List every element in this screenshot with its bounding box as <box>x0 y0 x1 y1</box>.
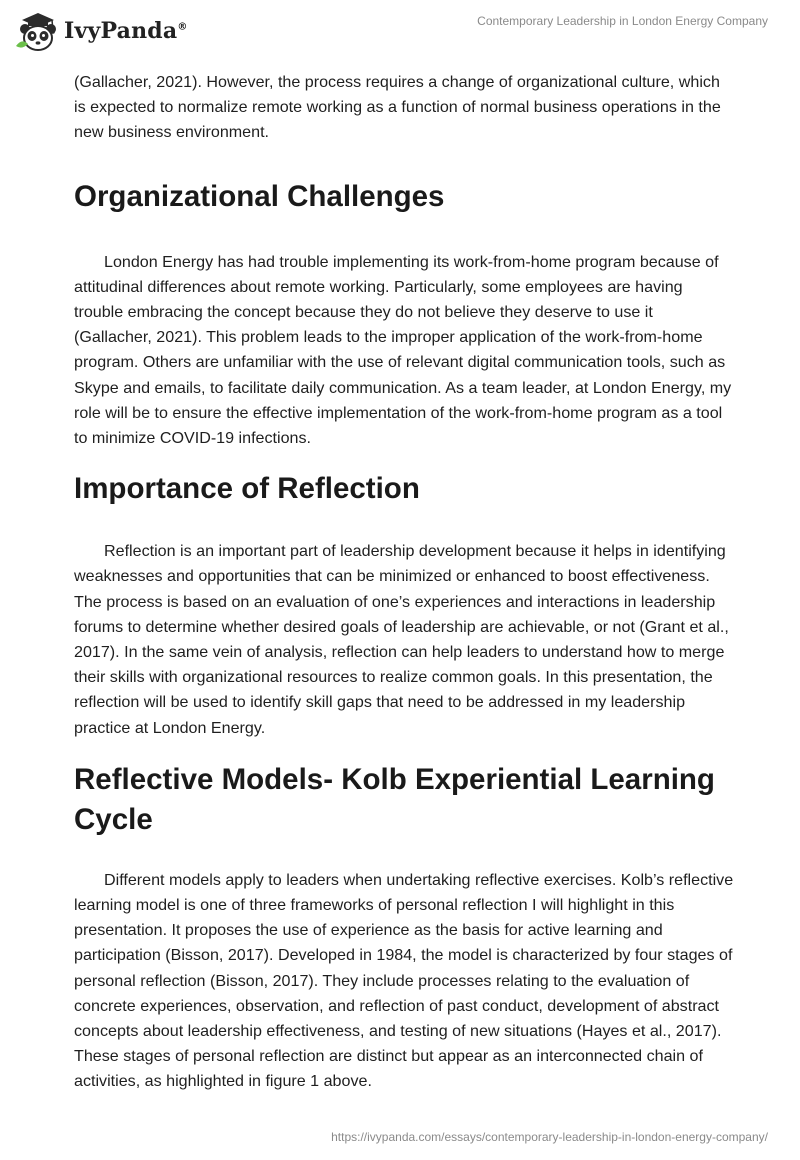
source-url[interactable]: https://ivypanda.com/essays/contemporary-leadership-in-london-energy-company/ <box>331 1130 768 1144</box>
section-heading-organizational-challenges: Organizational Challenges <box>74 179 445 213</box>
section-heading-reflective-models: Reflective Models- Kolb Experiential Learning Cycle <box>74 762 715 836</box>
ivypanda-logo[interactable] <box>14 10 188 52</box>
section-paragraph-reflective-models: Different models apply to leaders when undertaking reflective exercises. Kolb’s reflective learning model is one of three frameworks of personal reflection I will highlight in this presentation. It proposes the use of experience as the basis for active learning and participation (Bisson, 2017). Developed in 1984, the model is characterized by four stages of personal reflection (Bisson, 2017). They include processes relating to the evaluation of concrete experiences, observation, and reflection of past conduct, development of abstract concepts about leadership effectiveness, and testing of new situations (Hayes et al., 2017). These stages of personal reflection are distinct but appear as an interconnected chain of activities, as highlighted in figure 1 above. <box>74 870 734 1091</box>
document-title: Contemporary Leadership in London Energy Company <box>477 14 768 28</box>
section-paragraph-importance-of-reflection: Reflection is an important part of leadership development because it helps in identifying weaknesses and opportunities that can be minimized or enhanced to boost effectiveness. The process is based on an evaluation of one’s experiences and interactions in leadership forums to determine whether desired goals of leadership are achievable, or not (Grant et al., 2017). In the same vein of analysis, reflection can help leaders to understand how to merge their skills with organizational resources to realize common goals. In this presentation, the reflection will be used to identify skill gaps that need to be addressed in my leadership practice at London Energy. <box>74 542 729 737</box>
essay-content <box>74 70 734 1095</box>
logo-wordmark: IvyPanda® <box>64 18 188 44</box>
panda-graduate-icon <box>14 10 60 52</box>
section-paragraph-organizational-challenges: London Energy has had trouble implementing its work-from-home program because of attitudinal differences about remote working. Particularly, some employees are having trouble embracing the concept because they do not believe they deserve to use it (Gallacher, 2021). This problem leads to the improper application of the work-from-home program. Others are unfamiliar with the use of relevant digital communication tools, such as Skype and emails, to facilitate daily communication. As a team leader, at London Energy, my role will be to ensure the effective implementation of the work-from-home program as a tool to minimize COVID-19 infections. <box>74 252 732 448</box>
page-header <box>0 0 800 62</box>
section-heading-importance-of-reflection: Importance of Reflection <box>74 472 420 506</box>
intro-paragraph: (Gallacher, 2021). However, the process requires a change of organizational culture, which is expected to normalize remote working as a function of normal business operations in the new business environment. <box>74 73 721 142</box>
